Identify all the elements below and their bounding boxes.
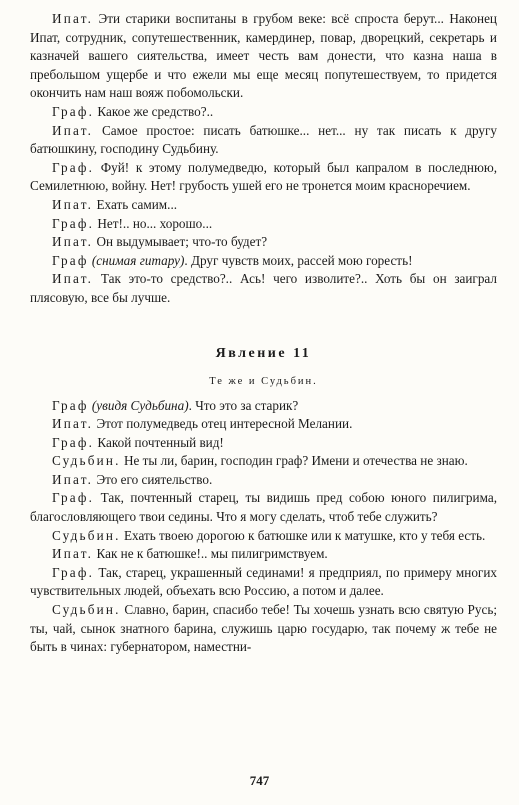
dialogue-line (30, 564, 497, 601)
stage-direction: (увидя Судьбина) (88, 397, 189, 413)
line-text: Фуй! к этому полумедведю, который был капралом в последнюю, Семилетнюю, войну. Нет! грубость ушей его не тронется моим красноречием. (30, 159, 497, 194)
page-number: 747 (249, 773, 270, 788)
speaker-name: Граф. (52, 159, 95, 175)
line-text: Какой почтенный вид! (94, 434, 224, 450)
line-text: Какое же средство?.. (94, 103, 214, 119)
line-text: Он выдумывает; что-то будет? (93, 234, 268, 250)
line-text: . Что это за старик? (188, 397, 299, 413)
dialogue-line (30, 527, 497, 546)
line-text: Ехать твоею дорогою к батюшке или к матушке, кто у тебя есть. (120, 527, 486, 543)
dialogue-line (30, 545, 497, 564)
speaker-name: Граф. (52, 564, 95, 580)
speaker-name: Судьбин. (52, 453, 121, 469)
speaker-name: Ипат. (52, 471, 94, 487)
dialogue-block-top (30, 10, 497, 308)
dialogue-line (30, 215, 497, 234)
scene-heading: Явление 11 (215, 345, 312, 361)
line-text: Этот полумедведь отец интересной Мелании. (93, 416, 353, 432)
dialogue-block-bottom (30, 397, 497, 657)
speaker-name: Судьбин. (52, 527, 121, 543)
stage-direction: (снимая гитару) (88, 252, 185, 268)
line-text: Эти старики воспитаны в грубом веке: всё спроста берут... Наконец Ипат, сотрудник, сопутешественник, камердинер, повар, дворецкий, секретарь и казначей вашего сиятельства, имеет честь вам донести, что казна наша в пребольшом ущербе и что ежели мы еще месяц попутешествуем, то придется окончить нам наш вояж побомольски. (30, 11, 497, 101)
dialogue-line (30, 434, 497, 453)
line-text: Так это-то средство?.. Ась! чего изволите?.. Хоть бы он заиграл плясовую, все бы лучше. (30, 271, 497, 305)
speaker-name: Граф. (52, 103, 95, 119)
speaker-name: Ипат. (52, 271, 94, 287)
dialogue-line (30, 270, 497, 307)
dialogue-line (30, 122, 497, 159)
line-text: Нет!.. но... хорошо... (94, 215, 213, 231)
speaker-name: Судьбин. (52, 602, 121, 618)
dialogue-line (30, 159, 497, 196)
line-text: Это его сиятельство. (93, 471, 213, 487)
line-text: Не ты ли, барин, господин граф? Имени и отечества не знаю. (120, 453, 468, 469)
speaker-name: Граф. (52, 215, 95, 231)
speaker-name: Ипат. (52, 416, 94, 432)
speaker-name: Граф (52, 252, 89, 268)
speaker-name: Граф. (52, 434, 95, 450)
dialogue-line (30, 397, 497, 416)
dialogue-line (30, 471, 497, 490)
line-text: Так, старец, украшенный сединами! я предприял, по примеру многих чувствительных людей, объехать всю Россию, а потом и далее. (30, 564, 497, 599)
dialogue-line (30, 103, 497, 122)
speaker-name: Граф. (52, 490, 95, 506)
dialogue-line (30, 601, 497, 657)
scene-cast: Те же и Судьбин. (209, 375, 318, 387)
speaker-name: Ипат. (52, 234, 94, 250)
line-text: Как не к батюшке!.. мы пилигримствуем. (93, 546, 328, 562)
speaker-name: Ипат. (52, 196, 94, 212)
dialogue-line (30, 415, 497, 434)
speaker-name: Ипат. (52, 122, 94, 138)
dialogue-line (30, 452, 497, 471)
line-text: Так, почтенный старец, ты видишь пред собою юного пилигрима, благословляющего твои седины. Что я могу сделать, чтоб тебе служить? (30, 490, 497, 525)
speaker-name: Граф (52, 397, 89, 413)
dialogue-line (30, 196, 497, 215)
speaker-name: Ипат. (52, 11, 94, 26)
line-text: Ехать самим... (93, 196, 178, 212)
speaker-name: Ипат. (52, 546, 94, 562)
dialogue-line (30, 252, 497, 271)
line-text: . Друг чувств моих, рассей мою горесть! (184, 252, 413, 268)
line-text: Славно, барин, спасибо тебе! Ты хочешь узнать всю святую Русь; ты, чай, сынок знатного барина, служишь царю государю, так почему ж тебе не быть в чинах: губернатором, наместни- (30, 602, 497, 655)
dialogue-line (30, 489, 497, 526)
dialogue-line (30, 233, 497, 252)
dialogue-line (30, 10, 497, 103)
line-text: Самое простое: писать батюшке... нет... ну так писать к другу батюшкину, господину Судьбину. (30, 122, 497, 157)
